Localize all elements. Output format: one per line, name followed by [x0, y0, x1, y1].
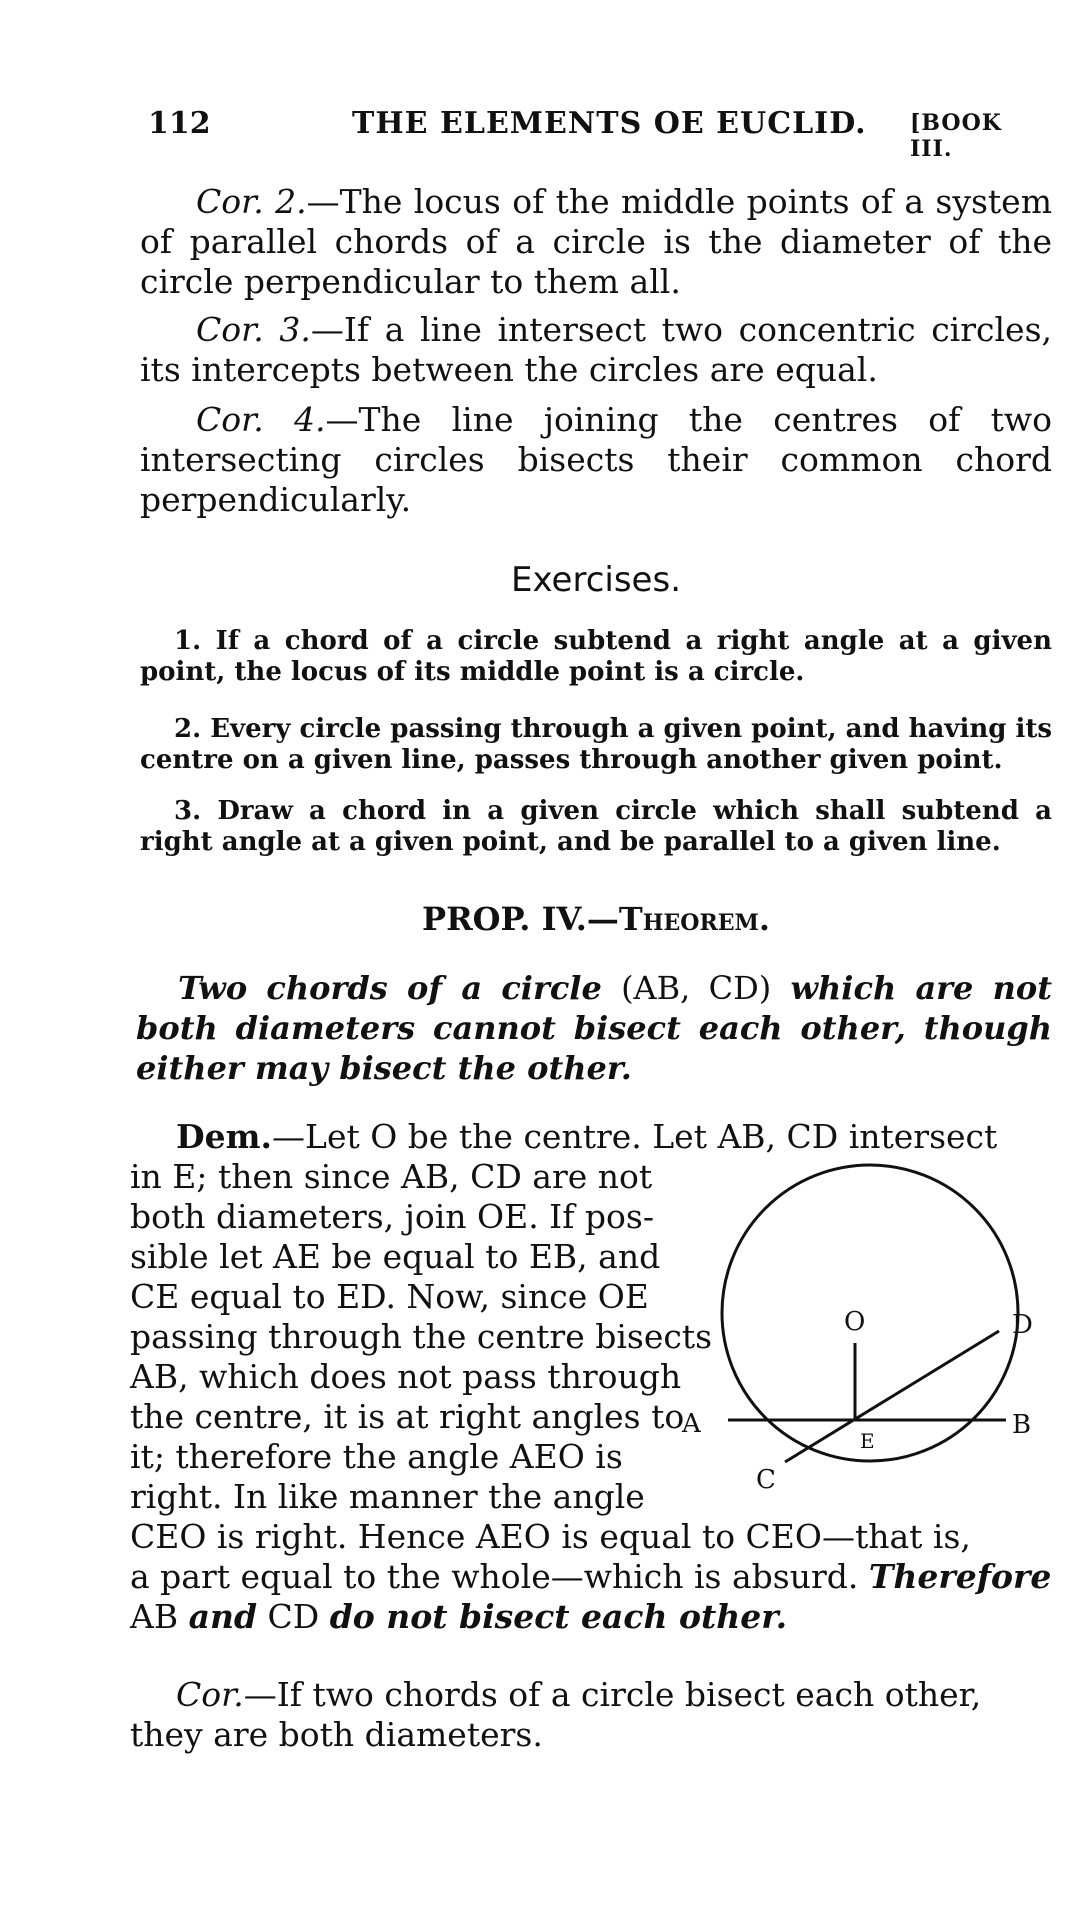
demonstration-line: it; therefore the angle AEO is — [130, 1437, 623, 1476]
exercise-text: 2. Every circle passing through a given point, and having its centre on a given line, passes through another given point. — [140, 714, 1052, 775]
corollary-text: —If two chords of a circle bisect each other, they are both diameters. — [130, 1675, 982, 1754]
demonstration-line: AB, which does not pass through — [130, 1357, 682, 1396]
dem-italic: do not bisect each other. — [329, 1597, 788, 1636]
dem-text: a part equal to the whole—which is absurd. — [130, 1557, 869, 1596]
book-title: THE ELEMENTS OE EUCLID. — [352, 106, 867, 141]
dem-text: CD — [257, 1597, 330, 1636]
dem-italic: and — [188, 1597, 258, 1636]
proposition-number: PROP. IV.— — [422, 900, 619, 938]
proposition-enunciation — [136, 968, 1052, 1088]
corollary-label: Cor. 3. — [196, 310, 311, 349]
corollary-label: Cor. 2. — [196, 182, 307, 221]
demonstration-line — [130, 1557, 1052, 1597]
proposition-kind: Theorem. — [618, 900, 770, 938]
dem-text: —Let O be the centre. Let AB, CD intersect — [272, 1117, 998, 1156]
exercise-2 — [140, 714, 1052, 776]
corollary-text: —If a line intersect two concentric circles, its intercepts between the circles are equal. — [140, 310, 1053, 389]
exercise-3 — [140, 796, 1052, 858]
corollary-4 — [140, 400, 1052, 520]
exercise-text: 1. If a chord of a circle subtend a right angle at a given point, the locus of its middle point is a circle. — [140, 626, 1052, 687]
dem-italic: Therefore — [868, 1557, 1052, 1596]
demonstration-line: passing through the centre bisects — [130, 1317, 713, 1356]
enunciation-text: which are not both diameters cannot bisect each other, though either may bisect the other. — [136, 969, 1053, 1087]
demonstration-line: CEO is right. Hence AEO is equal to CEO—that is, — [130, 1517, 971, 1556]
demonstration-line: both diameters, join OE. If pos- — [130, 1197, 654, 1236]
page-number: 112 — [148, 106, 211, 141]
enunciation-text: Two chords of a circle — [178, 969, 622, 1007]
circle-figure — [682, 1148, 1050, 1508]
circle — [722, 1165, 1018, 1461]
label-o: O — [844, 1307, 866, 1337]
enunciation-chords: (AB, CD) — [621, 969, 772, 1007]
exercise-text: 3. Draw a chord in a given circle which shall subtend a right angle at a given point, and be parallel to a given line. — [140, 796, 1052, 857]
book-section: [BOOK III. — [910, 110, 1002, 162]
exercises-heading: Exercises. — [511, 560, 681, 600]
demonstration-line — [130, 1597, 1048, 1637]
demonstration-line: the centre, it is at right angles to — [130, 1397, 685, 1436]
corollary-text: —The locus of the middle points of a system of parallel chords of a circle is the diameter of the circle perpendicular to them all. — [140, 182, 1052, 301]
proposition-heading — [140, 900, 1052, 938]
corollary-3 — [140, 310, 1052, 390]
label-b: B — [1012, 1410, 1032, 1440]
demonstration-line: CE equal to ED. Now, since OE — [130, 1277, 649, 1316]
demonstration-line: right. In like manner the angle — [130, 1477, 645, 1516]
corollary-label: Cor. 4. — [196, 400, 326, 439]
final-corollary — [130, 1675, 1048, 1755]
circle-diagram — [682, 1148, 1050, 1508]
demonstration-line: in E; then since AB, CD are not — [130, 1157, 653, 1196]
label-e: E — [860, 1429, 875, 1453]
demonstration-line: sible let AE be equal to EB, and — [130, 1237, 661, 1276]
label-d: D — [1012, 1310, 1033, 1340]
label-c: C — [756, 1465, 776, 1495]
corollary-label: Cor. — [176, 1675, 244, 1714]
label-a: A — [682, 1409, 701, 1439]
dem-label: Dem. — [176, 1117, 273, 1156]
corollary-2 — [140, 182, 1052, 302]
exercise-1 — [140, 626, 1052, 688]
dem-text: AB — [130, 1597, 189, 1636]
corollary-text: —The line joining the centres of two intersecting circles bisects their common chord perpendicularly. — [140, 400, 1053, 519]
chord-cd — [785, 1331, 999, 1462]
